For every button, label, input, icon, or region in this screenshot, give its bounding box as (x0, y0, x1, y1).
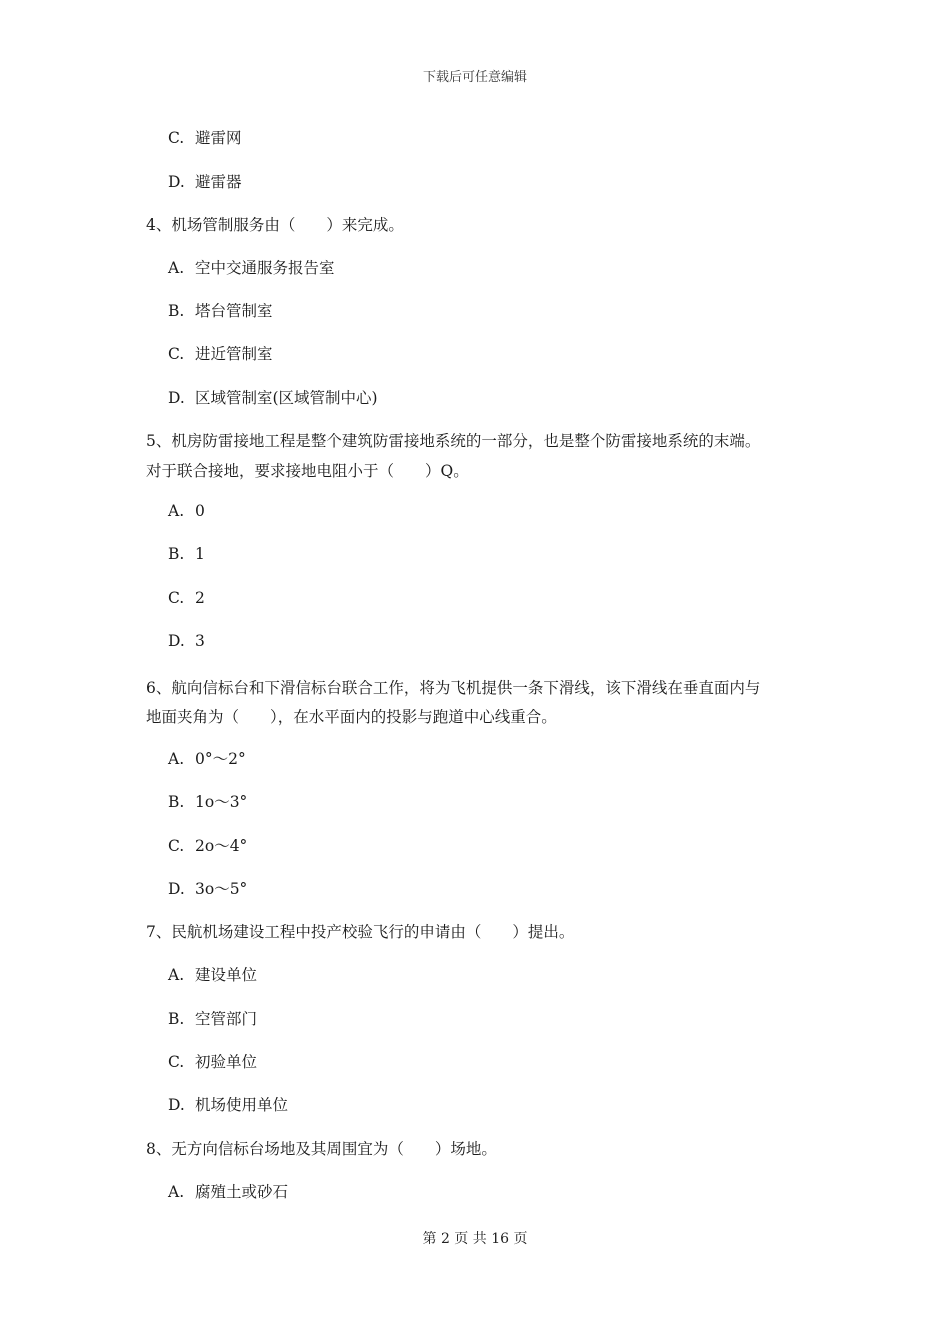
option-text: 避雷网 (195, 129, 242, 147)
question-line: 5、机房防雷接地工程是整个建筑防雷接地系统的一部分，也是整个防雷接地系统的末端。 (146, 432, 761, 450)
question-line: 8、无方向信标台场地及其周围宜为（ ）场地。 (146, 1140, 497, 1158)
option-text: 塔台管制室 (195, 302, 273, 320)
option-text: 3o～5° (195, 880, 248, 898)
option-line (168, 126, 242, 148)
page-footer: 第 2 页 共 16 页 (422, 1231, 528, 1247)
option-text: 进近管制室 (195, 345, 273, 363)
option-line (168, 632, 205, 650)
option-text: 建设单位 (195, 966, 258, 984)
option-line (168, 790, 247, 812)
option-text: 1o～3° (195, 793, 248, 811)
option-line (168, 342, 273, 364)
question-line: 7、民航机场建设工程中投产校验飞行的申请由（ ）提出。 (146, 923, 575, 941)
option-line (168, 170, 242, 192)
option-line (168, 256, 335, 278)
option-line (168, 386, 378, 408)
question-line: 地面夹角为（ ），在水平面内的投影与跑道中心线重合。 (146, 708, 557, 726)
option-text: 0 (195, 502, 205, 520)
option-letter: B. (168, 302, 185, 320)
option-line (168, 877, 247, 899)
option-text: 空中交通服务报告室 (195, 259, 335, 277)
option-text: 1 (195, 545, 205, 563)
option-letter: A. (168, 502, 185, 520)
option-text: 机场使用单位 (195, 1096, 289, 1114)
option-line (168, 589, 205, 607)
option-line (168, 502, 205, 520)
option-letter: D. (168, 173, 185, 191)
option-text: 0°～2° (195, 750, 246, 768)
question-line: 对于联合接地，要求接地电阻小于（ ）Q。 (146, 462, 469, 480)
option-line (168, 963, 257, 985)
option-letter: C. (168, 589, 185, 607)
option-letter: D. (168, 389, 185, 407)
option-line (168, 1050, 257, 1072)
option-letter: A. (168, 966, 185, 984)
option-line (168, 834, 247, 856)
option-letter: C. (168, 837, 185, 855)
option-text: 区域管制室(区域管制中心) (195, 389, 378, 407)
option-letter: B. (168, 545, 185, 563)
option-line (168, 545, 205, 563)
question-line: 6、航向信标台和下滑信标台联合工作，将为飞机提供一条下滑线，该下滑线在垂直面内与 (146, 679, 761, 697)
option-line (168, 1180, 288, 1202)
question-line: 4、机场管制服务由（ ）来完成。 (146, 216, 404, 234)
option-letter: C. (168, 345, 185, 363)
option-text: 空管部门 (195, 1010, 258, 1028)
option-text: 2o～4° (195, 837, 248, 855)
option-letter: A. (168, 750, 185, 768)
option-letter: A. (168, 259, 185, 277)
option-letter: C. (168, 1053, 185, 1071)
option-text: 3 (195, 632, 205, 650)
option-letter: B. (168, 1010, 185, 1028)
option-text: 初验单位 (195, 1053, 258, 1071)
option-line (168, 747, 246, 769)
option-letter: C. (168, 129, 185, 147)
option-text: 避雷器 (195, 173, 242, 191)
option-text: 2 (195, 589, 205, 607)
option-letter: A. (168, 1183, 185, 1201)
option-line (168, 1093, 288, 1115)
option-letter: B. (168, 793, 185, 811)
option-line (168, 1007, 257, 1029)
option-letter: D. (168, 1096, 185, 1114)
option-letter: D. (168, 632, 185, 650)
page-header: 下载后可任意编辑 (422, 70, 527, 85)
option-line (168, 299, 273, 321)
option-text: 腐殖土或砂石 (195, 1183, 289, 1201)
option-letter: D. (168, 880, 185, 898)
